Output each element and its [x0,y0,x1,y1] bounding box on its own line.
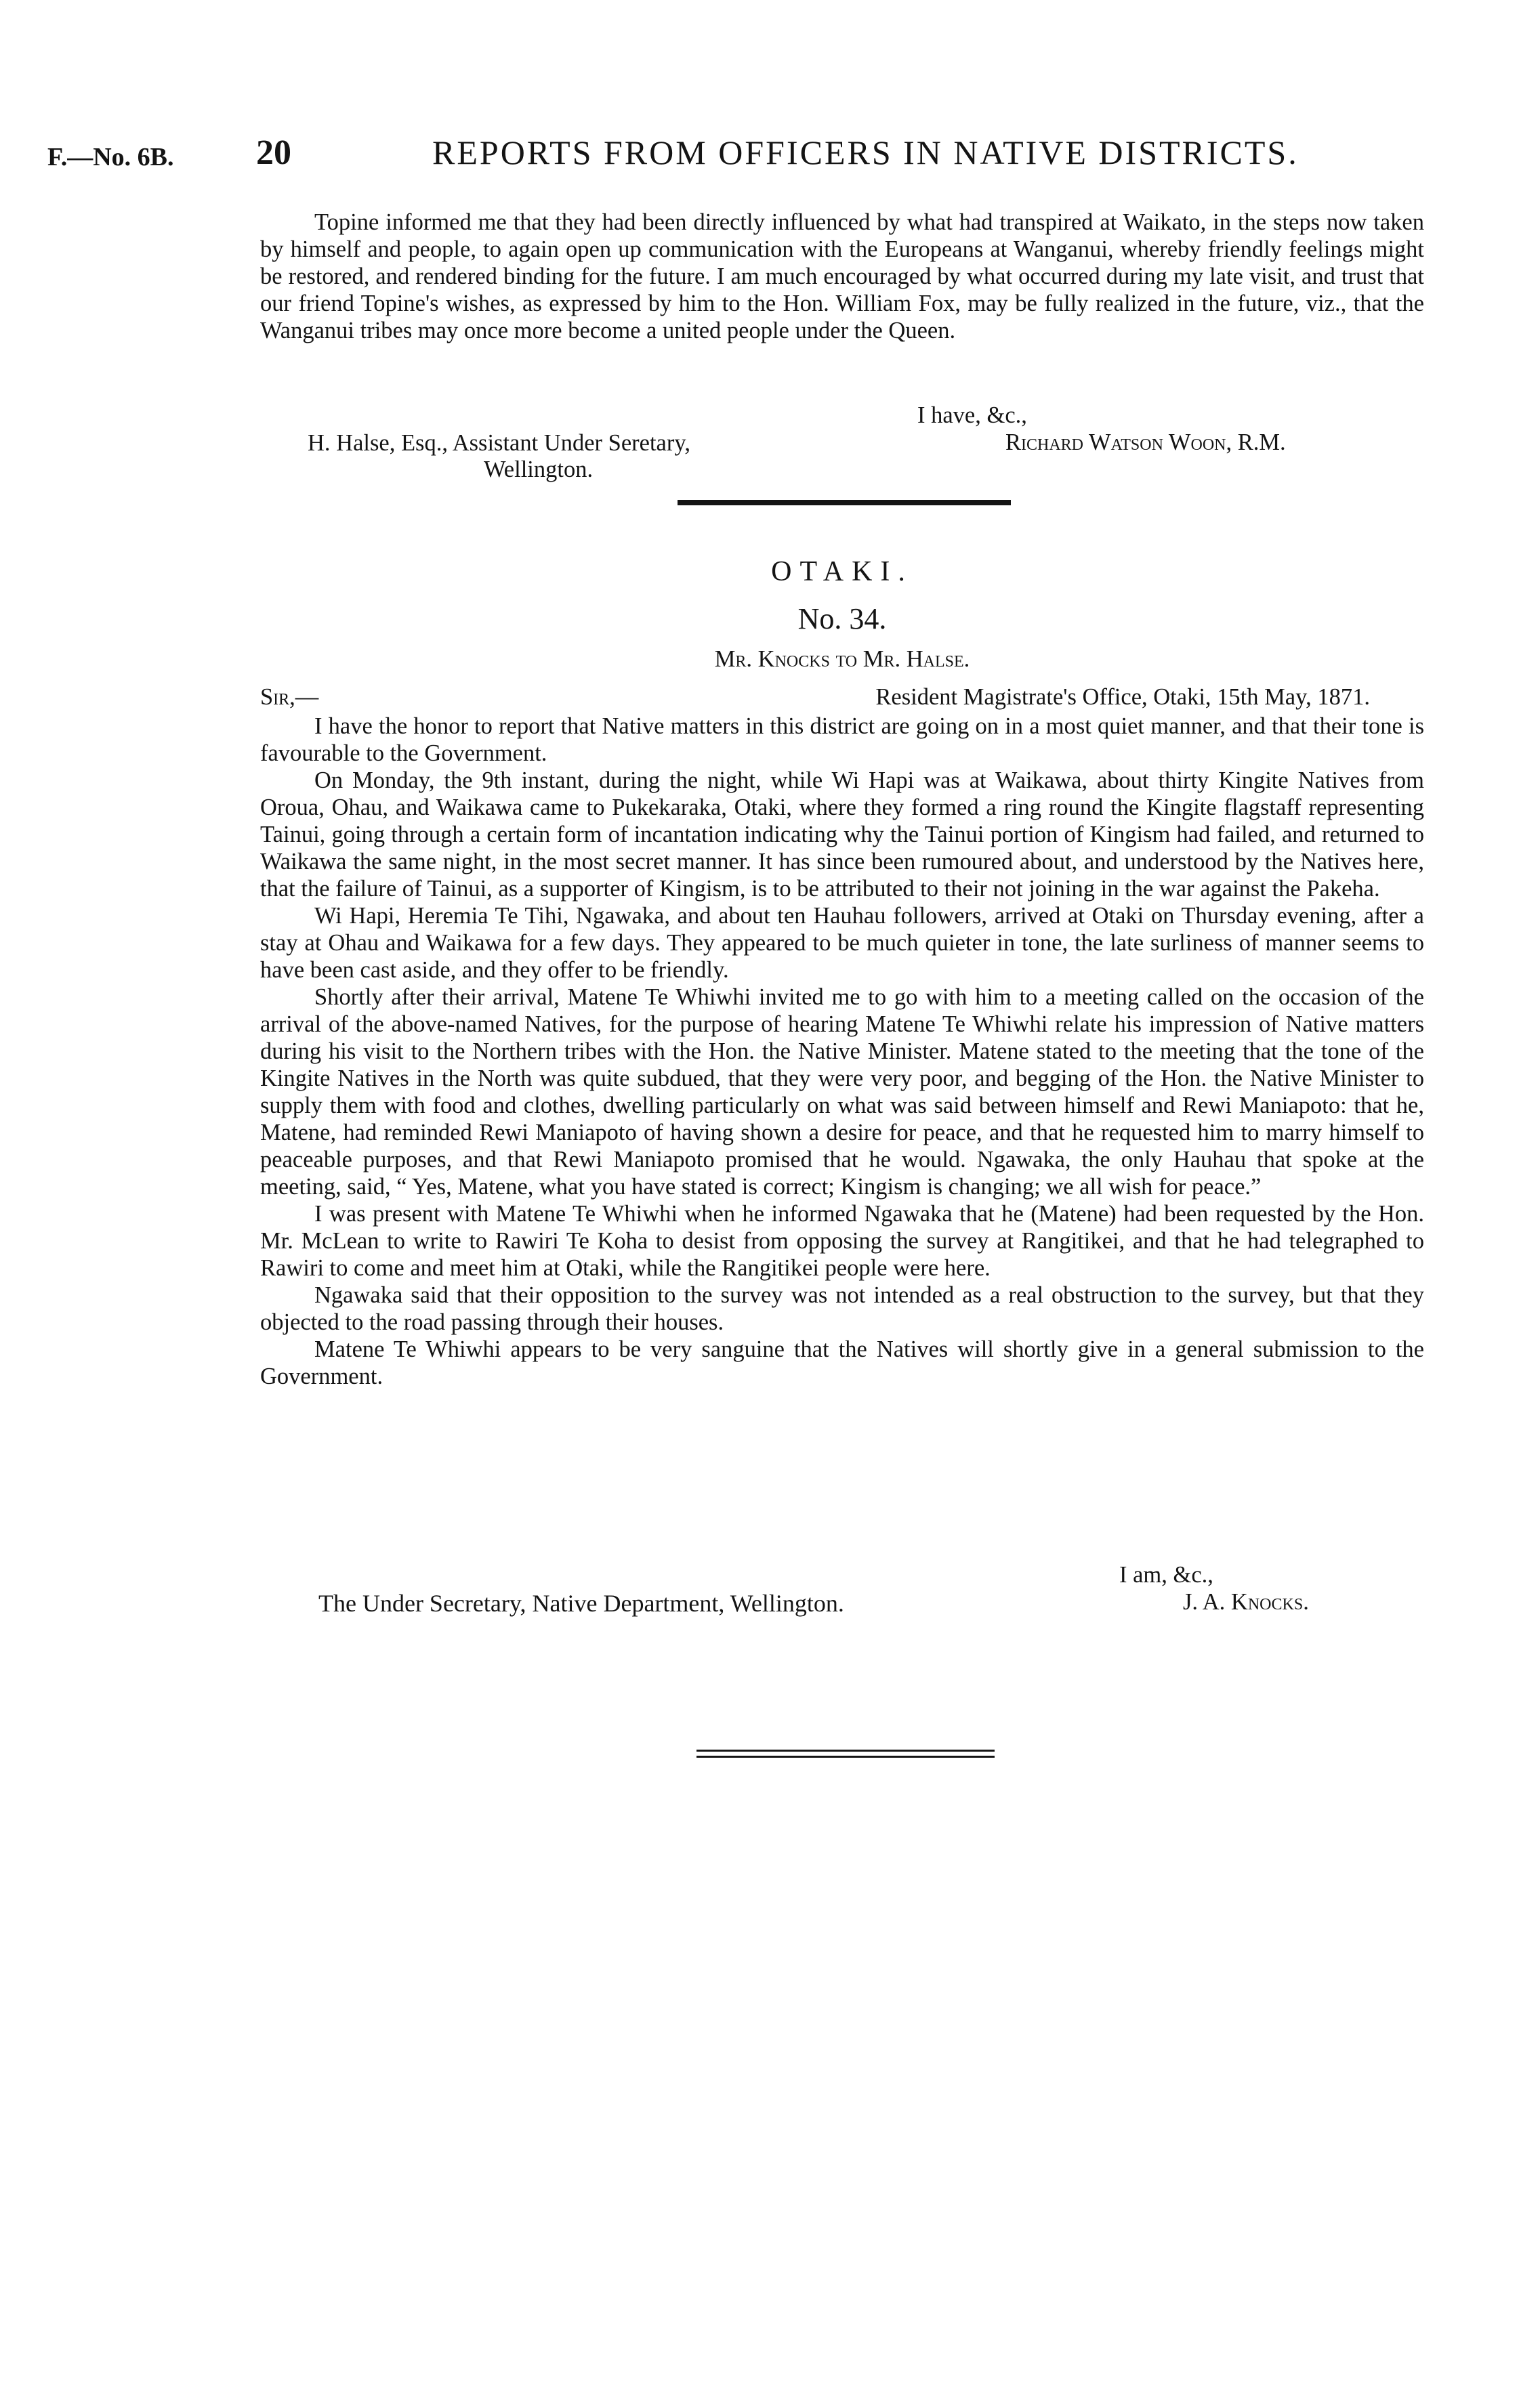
signature: J. A. Knocks. [1183,1589,1309,1615]
closing: I am, &c., [1119,1562,1213,1588]
paragraph: On Monday, the 9th instant, during the night, while Wi Hapi was at Waikawa, about thirty Kingite Natives from Oroua, Ohau, and Waikawa came to Pukekaraka, Otaki, where they formed a ring round the Kingite flagstaff representing Tainui, going through a certain form of incantation indicating why the Tainui portion of Kingism had failed, and returned to Waikawa the same night, in the most secret manner. It has since been rumoured about, and understood by the Natives here, that the failure of Tainui, as a supporter of Kingism, is to be attributed to their not joining in the war against the Pakeha. [260,767,1424,902]
page-number: 20 [256,133,291,172]
section-place: OTAKI. [771,556,913,587]
page-header [47,133,1443,173]
document-reference: F.—No. 6B. [47,143,174,171]
signature: Richard Watson Woon, R.M. [1005,429,1286,455]
closing: I have, &c., [917,402,1027,428]
section-subtitle: Mr. Knocks to Mr. Halse. [714,646,970,672]
addressee-city: Wellington. [484,457,594,482]
dateline: Resident Magistrate's Office, Otaki, 15th May, 1871. [875,684,1370,710]
letter-body [260,713,1424,1390]
paragraph: Topine informed me that they had been directly influenced by what had transpired at Waikato, in the steps now taken by himself and people, to again open up communication with the Europeans at Wanganui, whereby friendly feelings might be restored, and rendered binding for the future. I am much encouraged by what occurred during my late visit, and trust that our friend Topine's wishes, as expressed by him to the Hon. William Fox, may be fully realized in the future, viz., that the Wanganui tribes may once more become a united people under the Queen. [260,209,1424,343]
paragraph: Ngawaka said that their opposition to the survey was not intended as a real obstruction to the survey, but that they objected to the road passing through their houses. [260,1282,1424,1335]
salutation: Sir,— [260,684,319,710]
paragraph: I was present with Matene Te Whiwhi when he informed Ngawaka that he (Matene) had been requested by the Hon. Mr. McLean to write to Rawiri Te Koha to desist from opposing the survey at Rangitikei, and that he had telegraphed to Rawiri to come and meet him at Otaki, while the Rangitikei people were here. [260,1201,1424,1281]
section-number: No. 34. [797,602,887,635]
end-rule [696,1756,995,1758]
end-rule [696,1750,995,1752]
section-divider [678,500,1011,505]
paragraph: Shortly after their arrival, Matene Te Whiwhi invited me to go with him to a meeting called on the occasion of the arrival of the above-named Natives, for the purpose of hearing Matene Te Whiwhi relate his impression of Native matters during his visit to the Northern tribes with the Hon. the Native Minister. Matene stated to the meeting that the tone of the Kingite Natives in the North was quite subdued, that they were very poor, and begging of the Hon. the Native Minister to supply them with food and clothes, dwelling particularly on what was said between himself and Rewi Maniapoto: that he, Matene, had reminded Rewi Maniapoto of having shown a desire for peace, and that he requested him to marry himself to peaceable purposes, and that Rewi Maniapoto promised that he would. Ngawaka, the only Hauhau that spoke at the meeting, said, “ Yes, Matene, what you have stated is correct; Kingism is changing; we all wish for peace.” [260,984,1424,1200]
letter-continuation [260,209,1424,344]
addressee: The Under Secretary, Native Department, Wellington. [318,1590,844,1617]
letter-signoff [260,1562,1424,1623]
running-title: REPORTS FROM OFFICERS IN NATIVE DISTRICTS. [432,133,1299,171]
paragraph: Wi Hapi, Heremia Te Tihi, Ngawaka, and about ten Hauhau followers, arrived at Otaki on Thursday evening, after a stay at Ohau and Waikawa for a few days. They appeared to be much quieter in tone, the late surliness of manner seems to have been cast aside, and they offer to be friendly. [260,903,1424,983]
paragraph: Matene Te Whiwhi appears to be very sanguine that the Natives will shortly give in a general submission to the Government. [260,1336,1424,1389]
letter-signoff [260,402,1424,490]
dateline-row [260,684,1424,714]
paragraph: I have the honor to report that Native matters in this district are going on in a most quiet manner, and that their tone is favourable to the Government. [260,713,1424,766]
addressee: H. Halse, Esq., Assistant Under Seretary, [308,430,690,456]
